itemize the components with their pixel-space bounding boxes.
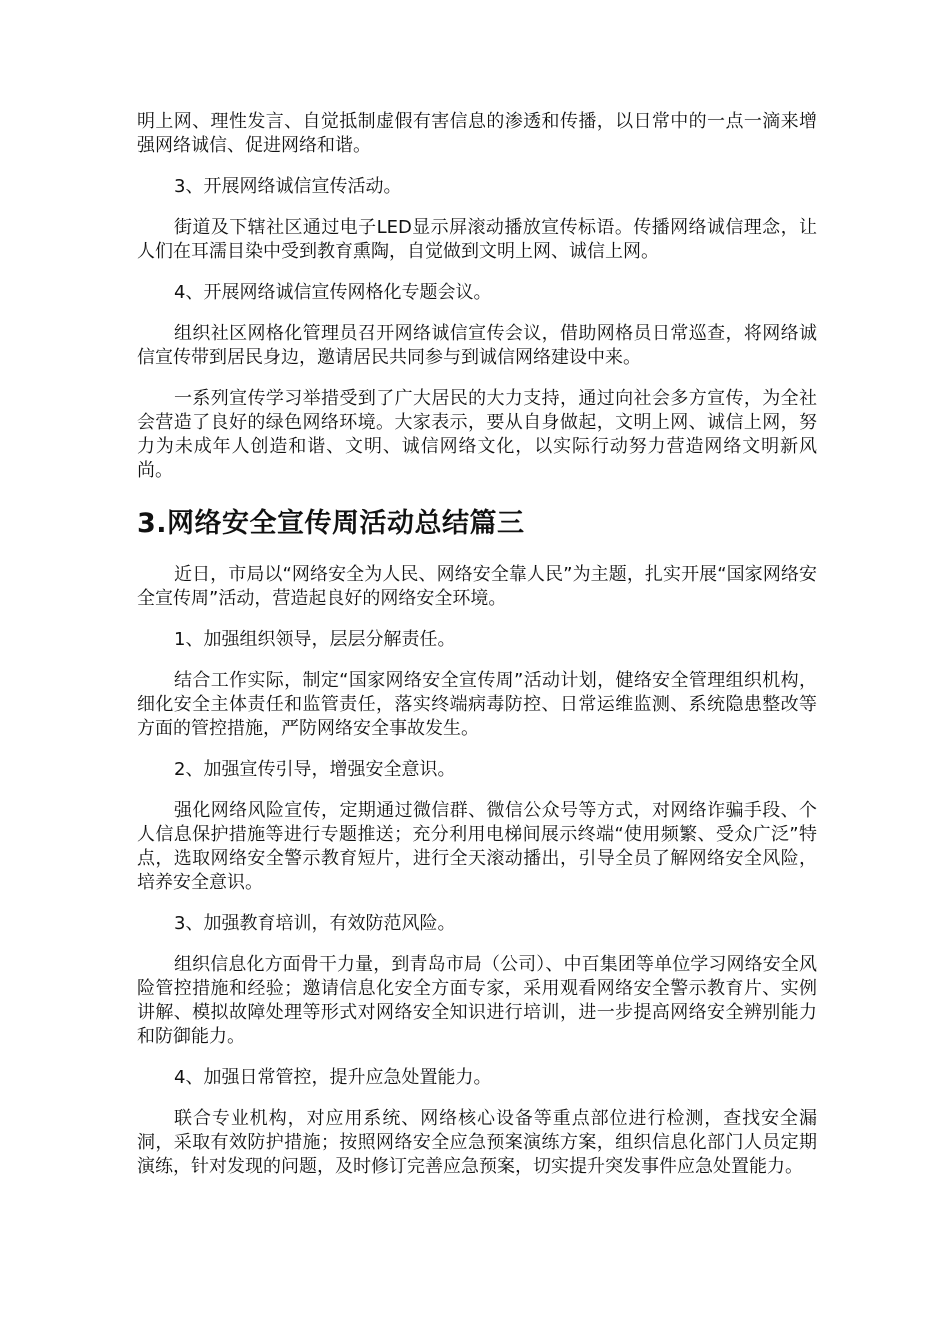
list-item-3: 3、加强教育培训，有效防范风险。 bbox=[174, 913, 456, 934]
paragraph-continued: 明上网、理性发言、自觉抵制虚假有害信息的渗透和传播，以日常中的一点一滴来增强网络诚信、促进网络和谐。 bbox=[137, 111, 817, 156]
paragraph: 联合专业机构，对应用系统、网络核心设备等重点部位进行检测，查找安全漏洞，采取有效防护措施；按照网络安全应急预案演练方案，组织信息化部门人员定期演练，针对发现的问题，及时修订完善应急预案，切实提升突发事件应急处置能力。 bbox=[137, 1108, 817, 1177]
list-item-4: 4、加强日常管控，提升应急处置能力。 bbox=[174, 1067, 492, 1088]
paragraph: 结合工作实际，制定“国家网络安全宣传周”活动计划，健络安全管理组织机构，细化安全主体责任和监管责任，落实终端病毒防控、日常运维监测、系统隐患整改等方面的管控措施，严防网络安全事故发生。 bbox=[137, 670, 817, 739]
paragraph: 近日，市局以“网络安全为人民、网络安全靠人民”为主题，扎实开展“国家网络安全宣传周”活动，营造起良好的网络安全环境。 bbox=[137, 564, 817, 609]
section-heading: 3.网络安全宣传周活动总结篇三 bbox=[137, 508, 525, 539]
paragraph: 强化网络风险宣传，定期通过微信群、微信公众号等方式，对网络诈骗手段、个人信息保护措施等进行专题推送；充分利用电梯间展示终端“使用频繁、受众广泛”特点，选取网络安全警示教育短片，进行全天滚动播出，引导全员了解网络安全风险，培养安全意识。 bbox=[137, 800, 817, 893]
paragraph: 一系列宣传学习举措受到了广大居民的大力支持，通过向社会多方宣传，为全社会营造了良好的绿色网络环境。大家表示，要从自身做起，文明上网、诚信上网，努力为未成年人创造和谐、文明、诚信网络文化，以实际行动努力营造网络文明新风尚。 bbox=[137, 388, 817, 481]
list-item-2: 2、加强宣传引导，增强安全意识。 bbox=[174, 759, 456, 780]
paragraph: 街道及下辖社区通过电子LED显示屏滚动播放宣传标语。传播网络诚信理念，让人们在耳濡目染中受到教育熏陶，自觉做到文明上网、诚信上网。 bbox=[137, 217, 817, 262]
list-item-4: 4、开展网络诚信宣传网格化专题会议。 bbox=[174, 282, 492, 303]
paragraph: 组织社区网格化管理员召开网络诚信宣传会议，借助网格员日常巡查，将网络诚信宣传带到居民身边，邀请居民共同参与到诚信网络建设中来。 bbox=[137, 323, 817, 368]
paragraph: 组织信息化方面骨干力量，到青岛市局（公司）、中百集团等单位学习网络安全风险管控措施和经验；邀请信息化安全方面专家，采用观看网络安全警示教育片、实例讲解、模拟故障处理等形式对网络安全知识进行培训，进一步提高网络安全辨别能力和防御能力。 bbox=[137, 954, 817, 1047]
list-item-3: 3、开展网络诚信宣传活动。 bbox=[174, 176, 402, 197]
document-page bbox=[137, 110, 817, 1179]
list-item-1: 1、加强组织领导，层层分解责任。 bbox=[174, 629, 456, 650]
